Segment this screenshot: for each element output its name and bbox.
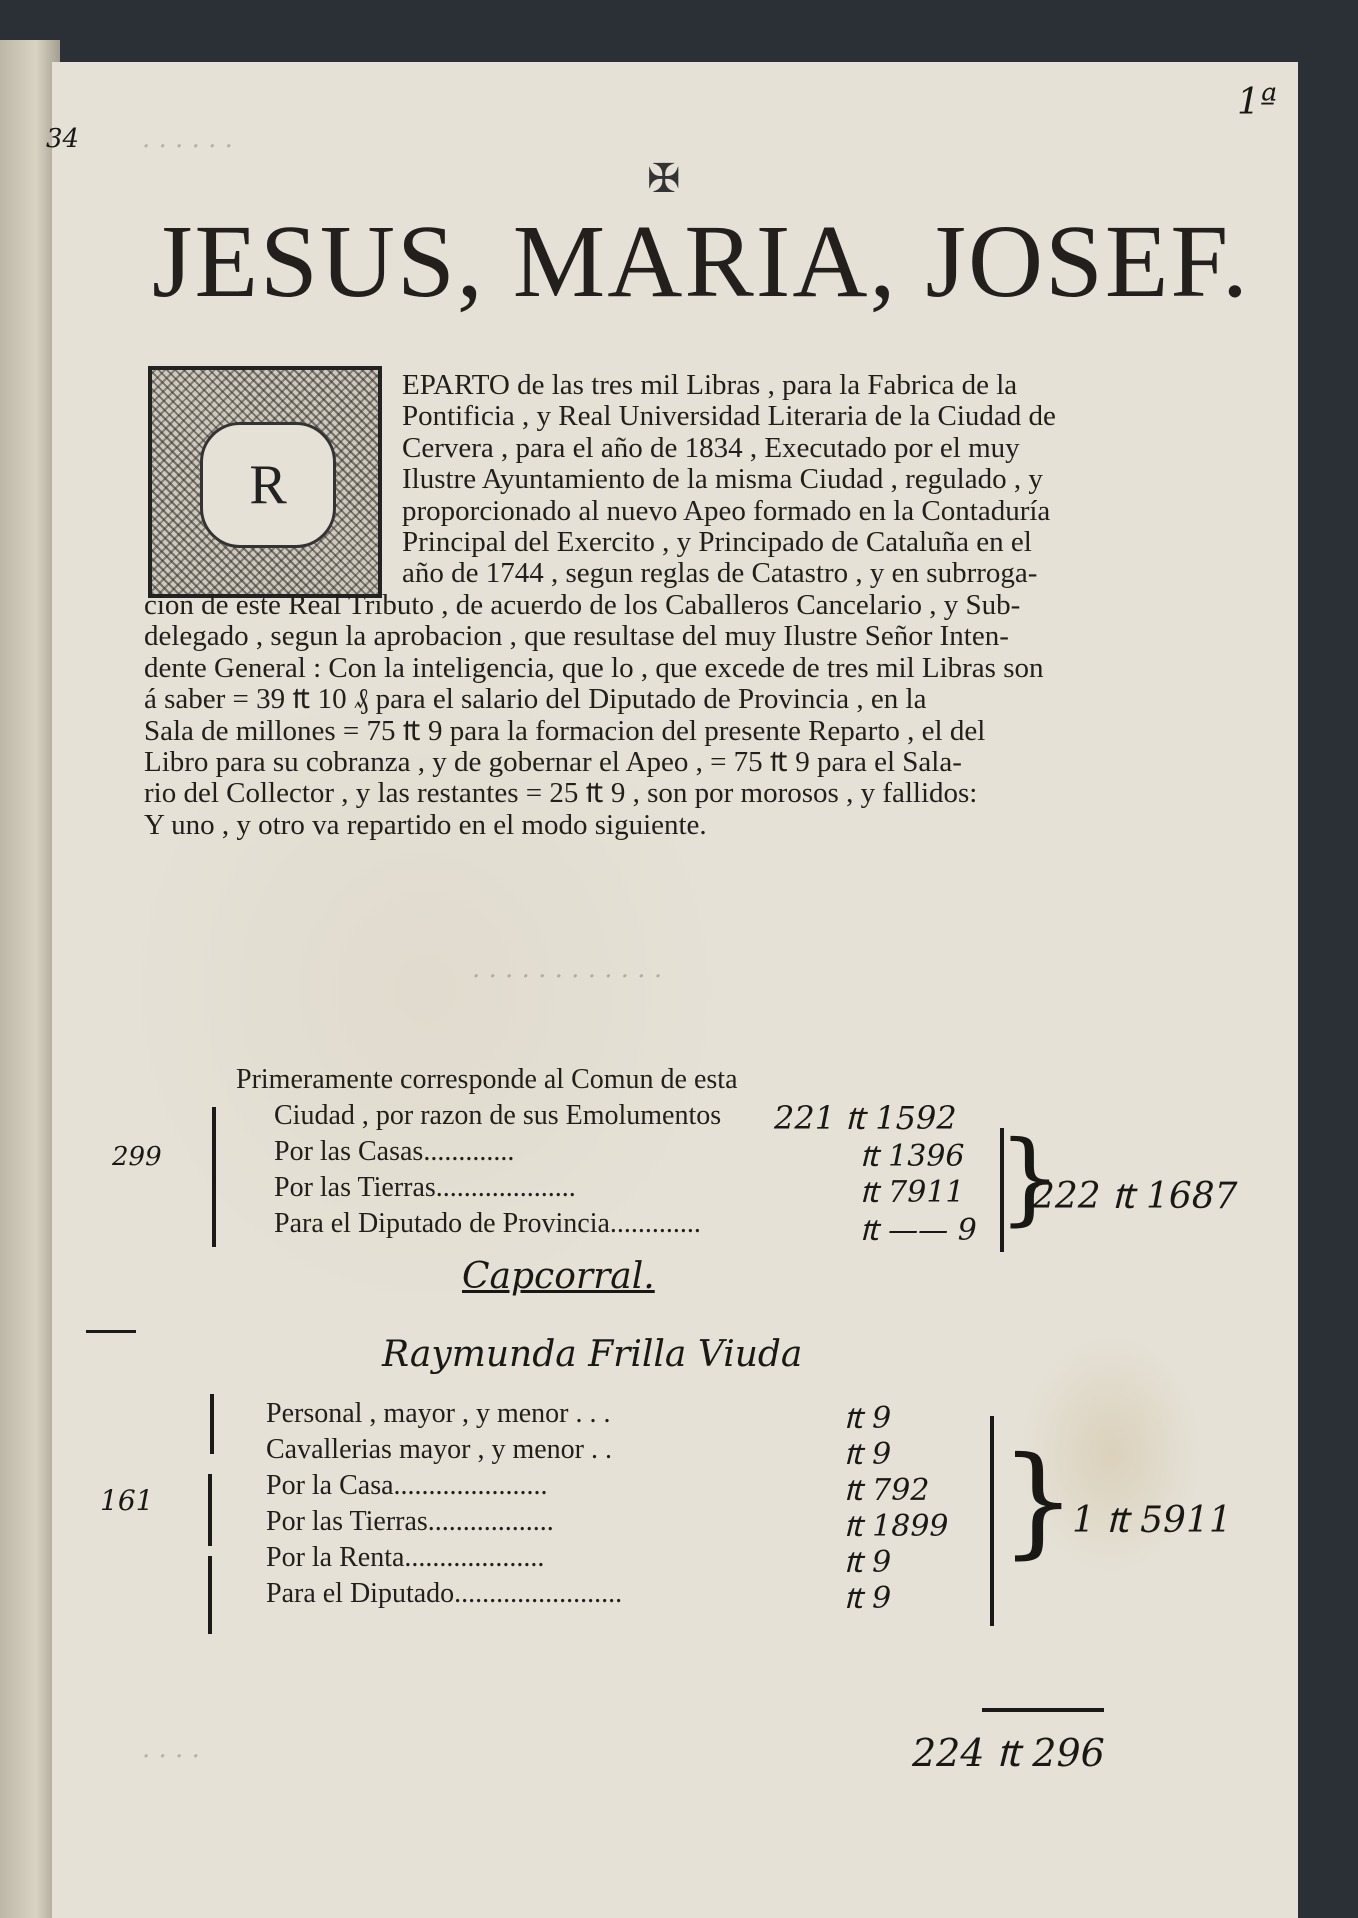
text-line: EPARTO de las tres mil Libras , para la Fabrica de la	[402, 369, 1018, 401]
comun-amount: ₶ —— 9	[860, 1213, 977, 1248]
person-right-bracket	[990, 1416, 994, 1626]
line-label: Por la Casa	[266, 1470, 394, 1501]
initial-letter: R	[249, 454, 287, 516]
comun-line	[274, 1172, 576, 1204]
person-amount: ₶ 9	[844, 1401, 892, 1436]
leader-dots: .............	[609, 1208, 701, 1239]
leader-dots: ........................	[454, 1578, 623, 1609]
text-line: año de 1744 , segun reglas de Catastro , y en subrroga-	[402, 557, 1038, 590]
text-line: rio del Collector , y las restantes = 25 ₶ 9 , son por morosos , y fallidos:	[144, 777, 978, 810]
person-amount: ₶ 792	[844, 1473, 930, 1508]
comun-amount: ₶ 1396	[860, 1139, 965, 1174]
person-amount: ₶ 1899	[844, 1509, 949, 1544]
person-name: Raymunda Frilla Viuda	[382, 1334, 803, 1375]
person-amount: ₶ 9	[844, 1581, 892, 1616]
intro-paragraph	[402, 370, 1222, 590]
comun-left-bracket	[212, 1107, 216, 1247]
text-line: Y uno , y otro va repartido en el modo siguiente.	[144, 808, 707, 841]
comun-line: Ciudad , por razon de sus Emolumentos	[274, 1100, 722, 1131]
text-line: Ilustre Ayuntamiento de la misma Ciudad , regulado , y	[402, 463, 1043, 496]
line-label: Para el Diputado de Provincia	[274, 1208, 610, 1239]
text-line: proporcionado al nuevo Apeo formado en la Contaduría	[402, 494, 1051, 527]
comun-line	[274, 1208, 701, 1240]
person-total: 1 ₶ 5911	[1072, 1500, 1232, 1541]
person-margin-note: 161	[100, 1484, 154, 1517]
leader-dots: .............	[423, 1136, 515, 1167]
bleed-through-middle: · · · · · · · · · · · ·	[472, 962, 663, 992]
text-line: Principal del Exercito , y Principado de Cataluña en el	[402, 526, 1032, 559]
leader-dots: ....................	[435, 1172, 576, 1203]
text-line: Pontificia , y Real Universidad Literaria de la Ciudad de	[402, 400, 1056, 433]
leader-dots: ..................	[427, 1506, 554, 1537]
text-line: cion de este Real Tributo , de acuerdo de los Caballeros Cancelario , y Sub-	[144, 589, 1021, 621]
document-page	[46, 62, 1298, 1918]
person-left-bracket-mid	[208, 1474, 212, 1546]
total-rule	[982, 1708, 1104, 1712]
ornamental-initial	[148, 366, 382, 598]
margin-dash	[86, 1330, 136, 1333]
comun-margin-note: 299	[112, 1142, 162, 1172]
leader-dots: ......................	[393, 1470, 548, 1501]
person-left-bracket-bottom	[208, 1556, 212, 1634]
bleed-through-top: · · · · · ·	[142, 132, 233, 162]
text-line: Libro para su cobranza , y de gobernar el Apeo , = 75 ₶ 9 para el Sala-	[144, 746, 962, 779]
initial-cartouche	[200, 422, 336, 548]
section-heading: Capcorral.	[462, 1256, 655, 1297]
bleed-through-bottom: · · · ·	[142, 1742, 200, 1772]
person-amount: ₶ 9	[844, 1437, 892, 1472]
person-line	[266, 1470, 548, 1502]
person-line: Cavallerias mayor , y menor . .	[266, 1434, 613, 1465]
comun-heading: Primeramente corresponde al Comun de esta	[236, 1064, 738, 1095]
body-paragraph	[144, 590, 1222, 841]
brace-icon: }	[998, 1119, 1062, 1236]
person-line	[266, 1506, 554, 1538]
text-line: dente General : Con la inteligencia, que lo , que excede de tres mil Libras son	[144, 651, 1044, 684]
page-title: JESUS, MARIA, JOSEF.	[152, 204, 1250, 319]
person-amount: ₶ 9	[844, 1545, 892, 1580]
line-label: Por las Tierras	[274, 1172, 436, 1203]
text-line: á saber = 39 ₶ 10 ₰ para el salario del Diputado de Provincia , en la	[144, 683, 927, 716]
text-line: Sala de millones = 75 ₶ 9 para la formacion del presente Reparto , el del	[144, 714, 986, 747]
person-line: Personal , mayor , y menor . . .	[266, 1398, 611, 1429]
margin-number: 34	[46, 124, 80, 154]
leader-dots: ....................	[404, 1542, 545, 1573]
person-line	[266, 1578, 622, 1610]
text-line: Cervera , para el año de 1834 , Executado por el muy	[402, 431, 1020, 464]
person-line	[266, 1542, 544, 1574]
comun-line	[274, 1136, 514, 1168]
cross-icon: ✠	[647, 156, 681, 202]
folio-number: 1ª	[1237, 82, 1278, 123]
comun-amount: ₶ 7911	[860, 1175, 965, 1210]
line-label: Para el Diputado	[266, 1578, 455, 1609]
line-label: Por la Renta	[266, 1542, 405, 1573]
grand-total: 224 ₶ 296	[912, 1731, 1105, 1775]
line-label: Por las Casas	[274, 1136, 424, 1167]
comun-total: 222 ₶ 1687	[1032, 1176, 1238, 1217]
brace-icon: }	[1000, 1432, 1077, 1571]
comun-amount: 221 ₶ 1592	[774, 1099, 957, 1137]
adjacent-page-edge	[0, 40, 60, 1918]
line-label: Por las Tierras	[266, 1506, 428, 1537]
person-left-bracket-top	[210, 1394, 214, 1454]
text-line: delegado , segun la aprobacion , que resultase del muy Ilustre Señor Inten-	[144, 620, 1009, 653]
